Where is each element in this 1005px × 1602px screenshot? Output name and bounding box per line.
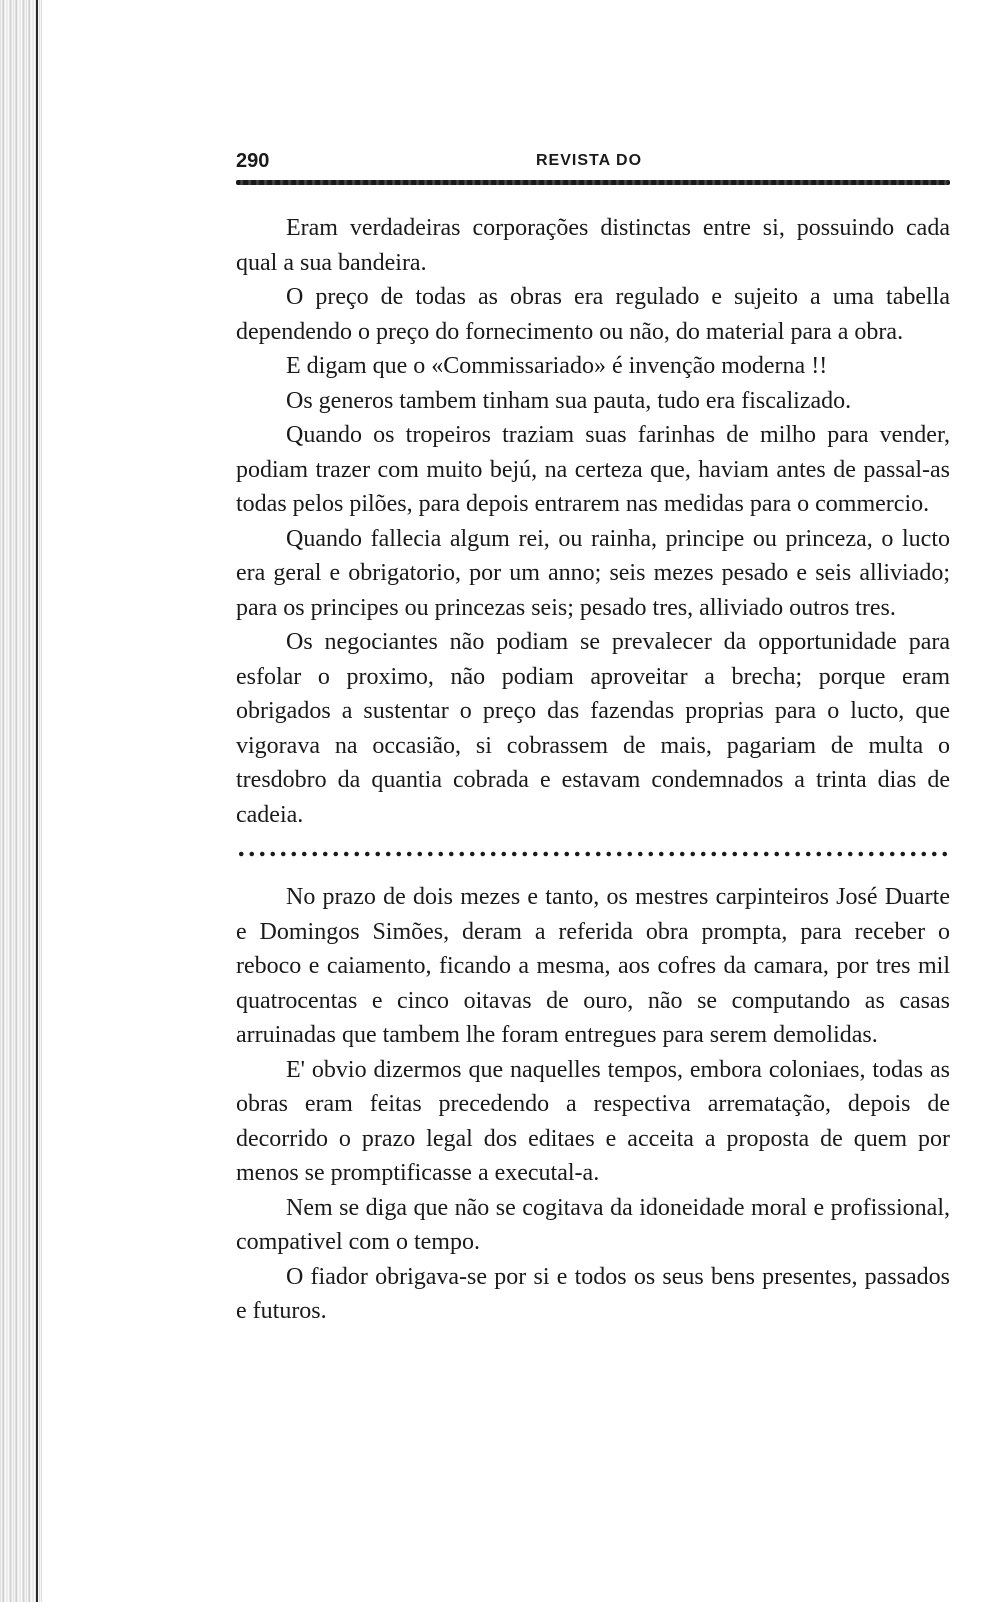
paragraph: No prazo de dois mezes e tanto, os mestres carpinteiros José Duarte e Domingos Simões, deram a referida obra prompta, para receber o reboco e caiamento, ficando a mesma, aos cofres da camara, por tres mil quatrocentas e cinco oitavas de ouro, não se computando as casas arruinadas que tambem lhe foram entregues para serem demolidas.	[236, 884, 950, 1048]
page-number: 290	[236, 150, 270, 172]
body-text-section-1	[236, 211, 950, 832]
paragraph: Eram verdadeiras corporações distinctas entre si, possuindo cada qual a sua bandeira.	[236, 215, 950, 276]
running-title: REVISTA DO	[536, 152, 643, 169]
page-gutter-line	[36, 0, 38, 1602]
body-text-section-2	[236, 880, 950, 1329]
running-head	[236, 150, 950, 178]
paragraph: Nem se diga que não se cogitava da idoneidade moral e profissional, compativel com o tempo.	[236, 1194, 950, 1255]
paragraph: Quando fallecia algum rei, ou rainha, principe ou princeza, o lucto era geral e obrigatorio, por um anno; seis mezes pesado e seis alliviado; para os principes ou princezas seis; pesado tres, alliviado outros tres.	[236, 525, 950, 621]
header-rule	[236, 180, 950, 185]
paragraph: Os negociantes não podiam se prevalecer da opportunidade para esfolar o proximo, não podiam aproveitar a brecha; porque eram obrigados a sustentar o preço das fazendas proprias para o lucto, que vigorava na occasião, si cobrassem de mais, pagariam de multa o tresdobro da quantia cobrada e estavam condemnados a trinta dias de cadeia.	[236, 629, 950, 828]
paragraph: E' obvio dizermos que naquelles tempos, embora coloniaes, todas as obras eram feitas precedendo a respectiva arrematação, depois de decorrido o prazo legal dos editaes e acceita a proposta de quem por menos se promptificasse a executal-a.	[236, 1056, 950, 1186]
section-break-dots	[236, 850, 950, 858]
book-page	[236, 150, 950, 1329]
paragraph: O preço de todas as obras era regulado e sujeito a uma tabella dependendo o preço do fornecimento ou não, do material para a obra.	[236, 284, 950, 345]
paragraph: Quando os tropeiros traziam suas farinhas de milho para vender, podiam trazer com muito bejú, na certeza que, haviam antes de passal-as todas pelos pilões, para depois entrarem nas medidas para o commercio.	[236, 422, 950, 517]
paragraph: Os generos tambem tinham sua pauta, tudo era fiscalizado.	[286, 387, 852, 414]
paragraph: O fiador obrigava-se por si e todos os seus bens presentes, passados e futuros.	[236, 1263, 950, 1324]
paragraph: E digam que o «Commissariado» é invenção moderna !!	[286, 353, 828, 379]
